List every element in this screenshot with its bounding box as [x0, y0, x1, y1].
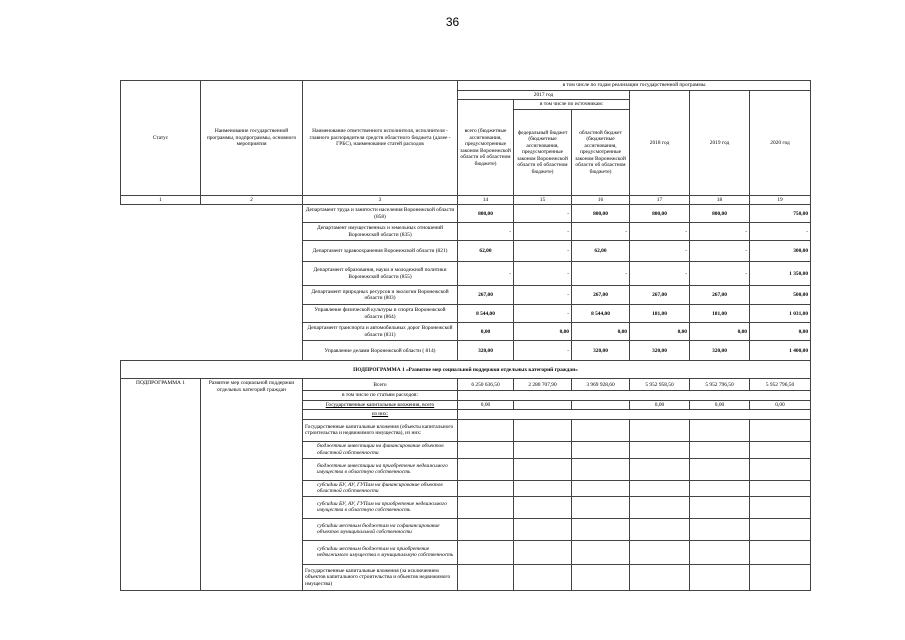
cell-regional — [572, 441, 630, 458]
header-by-years: в том числе по годам реализации государственной программы — [458, 81, 811, 91]
dept-name: Департамент транспорта и автомобильных дорог Воронежской области (831) — [303, 323, 458, 341]
cell-total: 267,00 — [458, 286, 514, 305]
cell-regional — [572, 518, 630, 540]
col-number: 15 — [514, 195, 572, 204]
row-label: субсидии БУ, АУ, ГУПам на финансирование объектов областной собственности — [303, 480, 458, 496]
cell-2019: - — [690, 241, 750, 262]
cell-2020: 0,00 — [750, 400, 811, 409]
header-2019: 2019 год — [690, 91, 750, 196]
dept-name: Департамент имущественных и земельных отношений Воронежской области (835) — [303, 223, 458, 241]
cell-federal: - — [514, 305, 572, 323]
cell-2019 — [690, 496, 750, 518]
cell-2018: 181,00 — [630, 305, 690, 323]
row-label: субсидии местным бюджетам на приобретение недвижимого имущества в муниципальную собственность — [303, 540, 458, 564]
row-label: субсидии местным бюджетам на софинансирование объектов муниципальной собственности — [303, 518, 458, 540]
cell-2019: 320,00 — [690, 341, 750, 361]
cell-2020 — [750, 496, 811, 518]
cell-2018: 267,00 — [630, 286, 690, 305]
cell-2019: - — [690, 262, 750, 286]
cell-2020 — [750, 564, 811, 590]
cell-regional — [572, 480, 630, 496]
cell-regional — [572, 419, 630, 441]
cell-2018: 0,00 — [630, 323, 690, 341]
row-label: из них: — [303, 410, 458, 419]
cell-2020: 1 031,00 — [750, 305, 811, 323]
col-number: 14 — [458, 195, 514, 204]
cell-2020 — [750, 419, 811, 441]
table-row — [121, 379, 811, 391]
header-2020: 2020 год — [750, 91, 811, 196]
cell-federal — [514, 419, 572, 441]
cell-2018 — [630, 441, 690, 458]
cell-total — [458, 458, 514, 480]
cell-regional: 62,00 — [572, 241, 630, 262]
col-number: 19 — [750, 195, 811, 204]
header-executor: Наименование ответственного исполнителя, исполнителя - главного распорядителя средств областного бюджета (далее - ГРБС), наименование статей расходов — [303, 81, 458, 196]
cell-2019 — [690, 518, 750, 540]
cell-2019 — [690, 540, 750, 564]
cell-2018 — [630, 496, 690, 518]
subprogram-name: Развитие мер социальной поддержки отдельных категорий граждан — [201, 379, 303, 590]
cell-regional: 320,00 — [572, 341, 630, 361]
page-number: 36 — [445, 15, 460, 29]
cell-2020: 5 952 796,50 — [750, 379, 811, 391]
cell-total: - — [458, 223, 514, 241]
cell-federal: - — [514, 286, 572, 305]
cell-2020 — [750, 441, 811, 458]
dept-name: Управление делами Воронежской области ( 814) — [303, 341, 458, 361]
cell-regional: 3 969 928,60 — [572, 379, 630, 391]
cell-regional: 267,00 — [572, 286, 630, 305]
cell-2019: - — [690, 223, 750, 241]
cell-total: 6 250 636,50 — [458, 379, 514, 391]
cell-regional — [572, 458, 630, 480]
row-label: Государственные капитальные вложения (за исключением объектов капитального строительства и объектов недвижимого имущества) — [303, 564, 458, 590]
budget-table — [120, 80, 811, 591]
dept-name: Департамент труда и занятости населения Воронежской области (858) — [303, 205, 458, 223]
cell-total — [458, 540, 514, 564]
cell-2019: 5 952 796,50 — [690, 379, 750, 391]
row-label: в том числе по статьям расходов: — [303, 391, 458, 400]
cell-2019: 181,00 — [690, 305, 750, 323]
dept-name: Департамент образования, науки и молодежной политики Воронежской области (855) — [303, 262, 458, 286]
cell-total — [458, 496, 514, 518]
cell-federal: - — [514, 341, 572, 361]
cell-2019 — [690, 458, 750, 480]
cell-2020 — [750, 518, 811, 540]
cell-2019: 267,00 — [690, 286, 750, 305]
col-number: 1 — [121, 195, 201, 204]
cell-regional — [572, 564, 630, 590]
cell-regional: 0,00 — [572, 323, 630, 341]
cell-total — [458, 480, 514, 496]
row-values-empty — [458, 410, 811, 419]
cell-2019 — [690, 480, 750, 496]
col-number: 17 — [630, 195, 690, 204]
cell-regional: - — [572, 262, 630, 286]
cell-federal — [514, 458, 572, 480]
cell-2020: 500,00 — [750, 286, 811, 305]
subprogram-title: ПОДПРОГРАММА 1 «Развитие мер социальной поддержки отдельных категорий граждан» — [121, 361, 811, 379]
cell-2019: 0,00 — [690, 323, 750, 341]
column-number-row — [121, 195, 811, 204]
empty-cell — [201, 205, 303, 361]
cell-2018: 0,00 — [630, 400, 690, 409]
cell-2019: 0,00 — [690, 400, 750, 409]
cell-2018 — [630, 458, 690, 480]
col-number: 3 — [303, 195, 458, 204]
dept-name: Департамент здравоохранения Воронежской области (821) — [303, 241, 458, 262]
cell-2018 — [630, 540, 690, 564]
cell-2018: - — [630, 241, 690, 262]
cell-2018 — [630, 518, 690, 540]
cell-2020 — [750, 458, 811, 480]
row-values-empty — [458, 391, 811, 400]
col-number: 18 — [690, 195, 750, 204]
col-number: 16 — [572, 195, 630, 204]
row-label: бюджетные инвестиции на приобретение недвижимого имущества в областную собственность — [303, 458, 458, 480]
header-year-2017: 2017 год — [458, 91, 630, 100]
cell-federal: - — [514, 205, 572, 223]
dept-name: Департамент природных ресурсов и экологии Воронежской области (803) — [303, 286, 458, 305]
dept-name: Управление физической культуры и спорта Воронежской области (864) — [303, 305, 458, 323]
cell-total — [458, 518, 514, 540]
subprogram-status: ПОДПРОГРАММА 1 — [121, 379, 201, 590]
cell-total: 800,00 — [458, 205, 514, 223]
cell-federal: - — [514, 241, 572, 262]
cell-2018 — [630, 419, 690, 441]
cell-federal — [514, 480, 572, 496]
header-federal: федеральный бюджет (бюджетные ассигнования, предусмотренные законом Воронежской области об областном бюджете) — [514, 109, 572, 195]
cell-2018: 5 952 958,50 — [630, 379, 690, 391]
cell-total — [458, 441, 514, 458]
row-label: Государственные капитальные вложения (объекты капитального строительства и недвижимого имущества), из них: — [303, 419, 458, 441]
cell-total: 320,00 — [458, 341, 514, 361]
cell-2020: 1 400,00 — [750, 341, 811, 361]
cell-regional — [572, 540, 630, 564]
cell-total — [458, 564, 514, 590]
cell-regional: 800,00 — [572, 205, 630, 223]
cell-2020 — [750, 480, 811, 496]
cell-2020: 750,00 — [750, 205, 811, 223]
cell-2018: - — [630, 262, 690, 286]
cell-federal — [514, 540, 572, 564]
cell-federal — [514, 400, 572, 409]
cell-regional: - — [572, 223, 630, 241]
header-2018: 2018 год — [630, 91, 690, 196]
row-label: Государственные капитальные вложения, всего — [303, 400, 458, 409]
col-number: 2 — [201, 195, 303, 204]
cell-federal: - — [514, 223, 572, 241]
cell-2020: 300,00 — [750, 241, 811, 262]
cell-2018: - — [630, 223, 690, 241]
cell-total: 8 544,00 — [458, 305, 514, 323]
cell-total: 0,00 — [458, 323, 514, 341]
header-total: всего (бюджетные ассигнования, предусмотренные законом Воронежской области об областном бюджете) — [458, 100, 514, 195]
cell-total: 62,00 — [458, 241, 514, 262]
budget-table-container — [120, 80, 810, 606]
cell-2019 — [690, 441, 750, 458]
header-program-name: Наименование государственной программы, подпрограммы, основного мероприятия — [201, 81, 303, 196]
cell-2019: 800,00 — [690, 205, 750, 223]
cell-total: - — [458, 262, 514, 286]
cell-regional — [572, 496, 630, 518]
cell-2020: 0,00 — [750, 323, 811, 341]
header-by-sources: в том числе по источникам: — [514, 100, 630, 109]
cell-federal: 2 280 707,90 — [514, 379, 572, 391]
cell-2018 — [630, 480, 690, 496]
cell-2020 — [750, 540, 811, 564]
row-label: бюджетные инвестиции на финансирование объектов областной собственности — [303, 441, 458, 458]
cell-federal — [514, 441, 572, 458]
table-row — [121, 205, 811, 223]
cell-2018: 800,00 — [630, 205, 690, 223]
cell-federal: - — [514, 262, 572, 286]
cell-federal: 0,00 — [514, 323, 572, 341]
cell-2019 — [690, 564, 750, 590]
cell-regional — [572, 400, 630, 409]
header-regional: областной бюджет (бюджетные ассигнования, предусмотренные законом Воронежской области об областном бюджете) — [572, 109, 630, 195]
cell-2018 — [630, 564, 690, 590]
empty-cell — [121, 205, 201, 361]
subprogram-total-label: Всего — [303, 379, 458, 391]
cell-2020: 1 350,00 — [750, 262, 811, 286]
cell-regional: 8 544,00 — [572, 305, 630, 323]
header-status: Статус — [121, 81, 201, 196]
cell-federal — [514, 496, 572, 518]
row-label: субсидии БУ, АУ, ГУПам на приобретение недвижимого имущества в областную собственность — [303, 496, 458, 518]
cell-federal — [514, 564, 572, 590]
cell-total: 0,00 — [458, 400, 514, 409]
cell-total — [458, 419, 514, 441]
cell-2018: 320,00 — [630, 341, 690, 361]
cell-federal — [514, 518, 572, 540]
cell-2020: - — [750, 223, 811, 241]
cell-2019 — [690, 419, 750, 441]
